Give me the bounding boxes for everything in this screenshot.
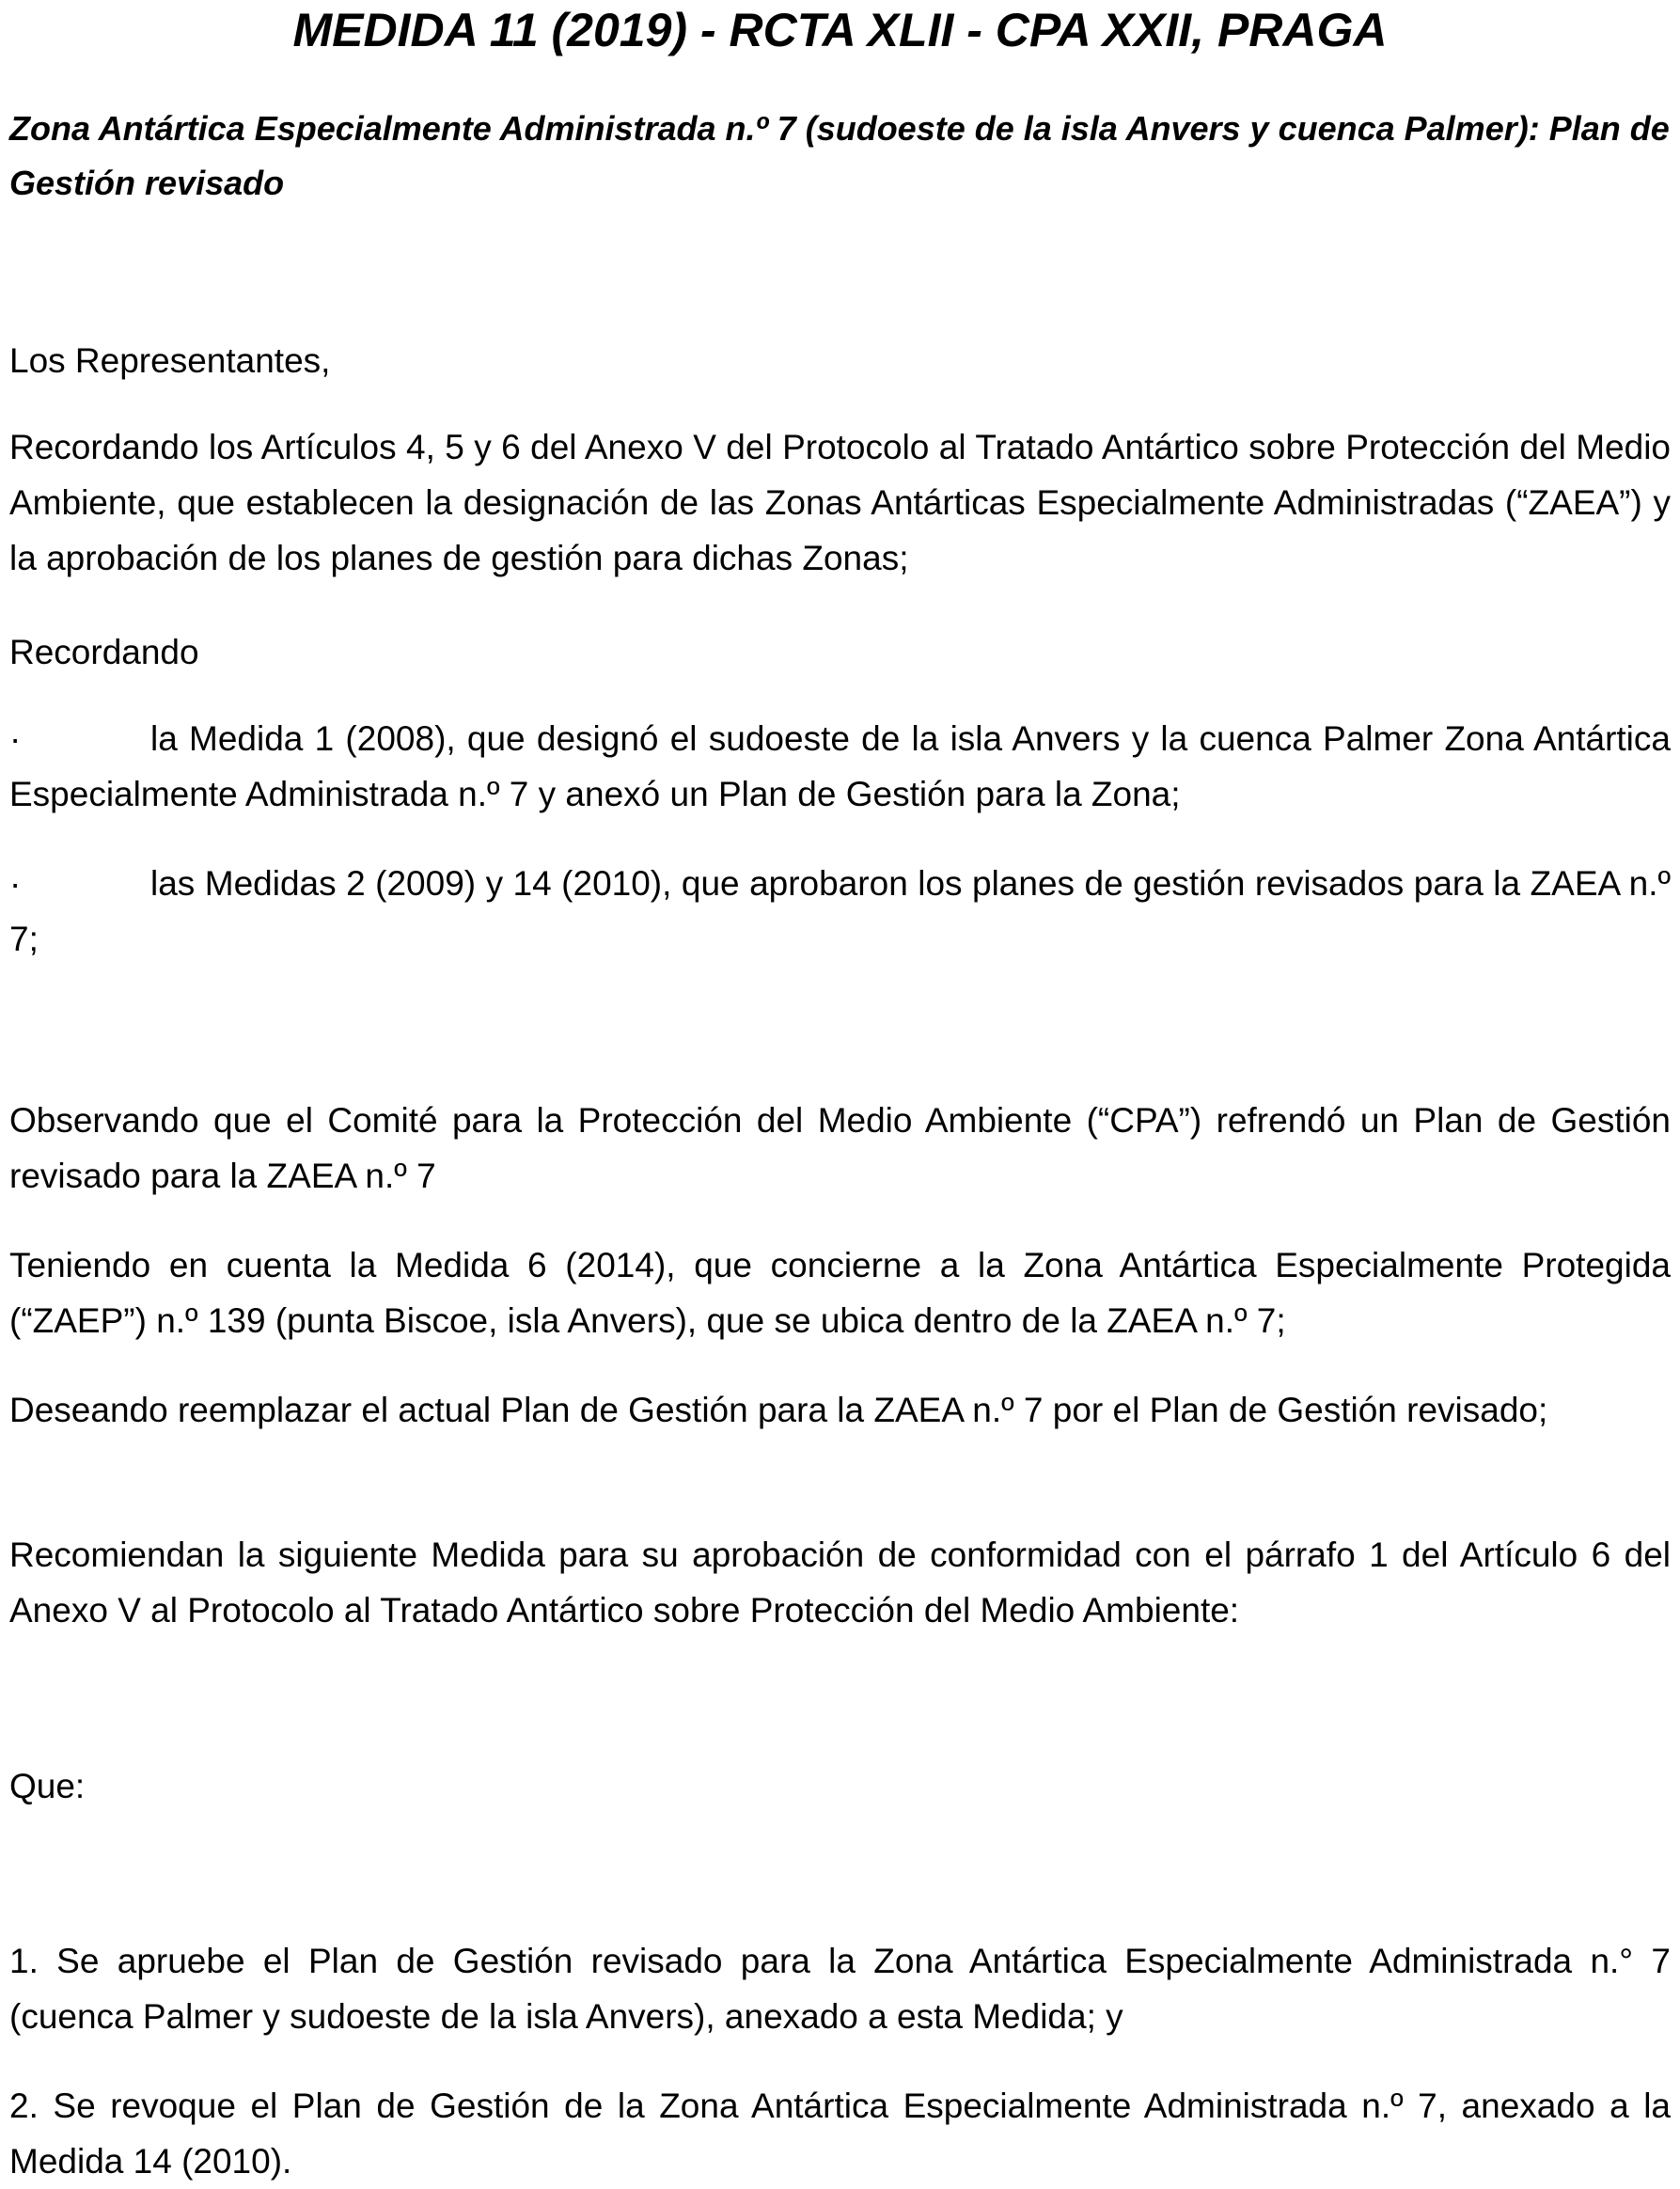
paragraph-que: Que: <box>9 1767 86 1805</box>
paragraph-recommend: Recomiendan la siguiente Medida para su aprobación de conformidad con el párrafo 1 del Artículo 6 del Anexo V al Protocolo al Tratado Antártico sobre Protección del Medio Ambiente: <box>9 1535 1671 1630</box>
paragraph-noting: Observando que el Comité para la Protección del Medio Ambiente (“CPA”) refrendó un Plan de Gestión revisado para la ZAEA n.º 7 <box>9 1101 1671 1195</box>
paragraph-intro: Los Representantes, <box>9 341 331 380</box>
paragraph-recalling: Recordando <box>9 633 199 671</box>
paragraph-desiring: Deseando reemplazar el actual Plan de Gestión para la ZAEA n.º 7 por el Plan de Gestión revisado; <box>9 1391 1548 1429</box>
document-title: MEDIDA 11 (2019) - RCTA XLII - CPA XXII, PRAGA <box>292 4 1388 56</box>
paragraph-recalling-articles: Recordando los Artículos 4, 5 y 6 del Anexo V del Protocolo al Tratado Antártico sobre Protección del Medio Ambiente, que establecen la designación de las Zonas Antárticas Especialmente Administradas (“ZAEA”) y la aprobación de los planes de gestión para dichas Zonas; <box>9 428 1671 577</box>
document-subtitle: Zona Antártica Especialmente Administrada n.º 7 (sudoeste de la isla Anvers y cuenca Palmer): Plan de Gestión revisado <box>9 109 1670 202</box>
bullet-marker: · <box>9 864 22 903</box>
bullet-text: la Medida 1 (2008), que designó el sudoeste de la isla Anvers y la cuenca Palmer Zona Antártica Especialmente Administrada n.º 7 y anexó un Plan de Gestión para la Zona; <box>9 719 1671 813</box>
bullet-item-1 <box>9 711 1671 822</box>
bullet-item-2 <box>9 856 1671 967</box>
operative-item-1: 1. Se apruebe el Plan de Gestión revisado para la Zona Antártica Especialmente Administrada n.° 7 (cuenca Palmer y sudoeste de la isla Anvers), anexado a esta Medida; y <box>9 1942 1671 2036</box>
bullet-marker: · <box>9 719 22 758</box>
paragraph-bearing-in-mind: Teniendo en cuenta la Medida 6 (2014), que concierne a la Zona Antártica Especialmente Protegida (“ZAEP”) n.º 139 (punta Biscoe, isla Anvers), que se ubica dentro de la ZAEA n.º 7; <box>9 1246 1671 1340</box>
bullet-text: las Medidas 2 (2009) y 14 (2010), que aprobaron los planes de gestión revisados para la ZAEA n.º 7; <box>9 864 1671 958</box>
operative-item-2: 2. Se revoque el Plan de Gestión de la Zona Antártica Especialmente Administrada n.º 7, anexado a la Medida 14 (2010). <box>9 2087 1671 2181</box>
